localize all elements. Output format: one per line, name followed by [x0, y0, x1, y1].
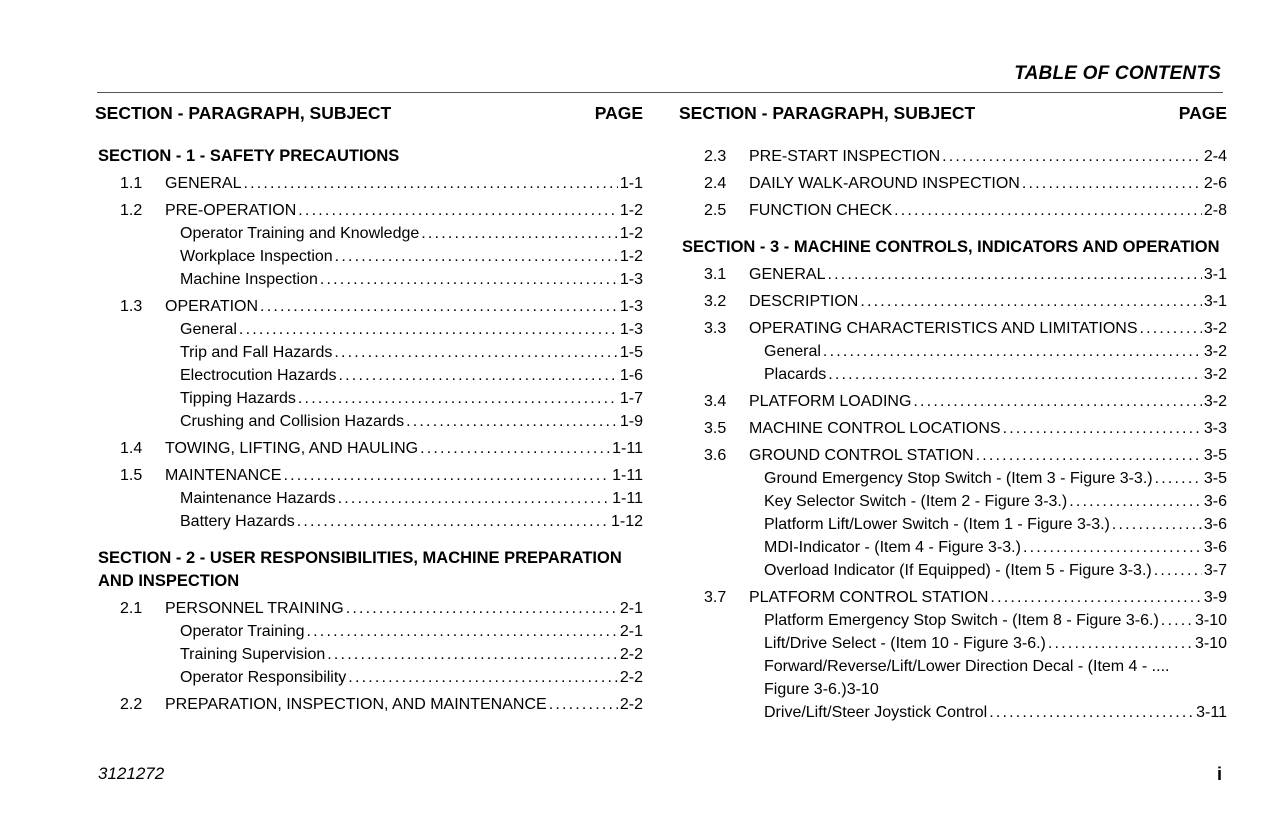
entry-title: GENERAL	[165, 175, 242, 192]
dot-leader	[320, 268, 618, 291]
dot-leader	[1048, 632, 1193, 655]
toc-subentry[interactable]	[679, 490, 1227, 513]
dot-leader	[549, 693, 618, 716]
dot-leader	[1139, 317, 1201, 340]
subentry-title: Forward/Reverse/Lift/Lower Direction Decal - (Item 4 - ....	[764, 658, 1170, 675]
entry-number: 2.5	[704, 202, 727, 219]
toc-subentry[interactable]	[679, 363, 1227, 386]
subentry-title: Platform Lift/Lower Switch - (Item 1 - Figure 3-3.)	[764, 516, 1110, 533]
toc-entry[interactable]	[679, 444, 1227, 467]
subentry-title: Trip and Fall Hazards	[180, 344, 333, 361]
subentry-page: 3-2	[1203, 366, 1227, 383]
dot-leader	[942, 145, 1202, 168]
entry-number: 2.4	[704, 175, 727, 192]
subentry-page: 3-10	[1194, 612, 1227, 629]
dot-leader	[976, 444, 1202, 467]
toc-subentry[interactable]	[95, 643, 643, 666]
toc-subentry-continued[interactable]	[679, 678, 1227, 701]
subentry-title: Overload Indicator (If Equipped) - (Item 5 - Figure 3-3.)	[764, 562, 1152, 579]
subentry-page: 2-2	[619, 646, 643, 663]
entry-title: PLATFORM LOADING	[749, 393, 912, 410]
dot-leader	[239, 318, 618, 341]
subentry-title: Drive/Lift/Steer Joystick Control	[764, 704, 988, 721]
toc-right-column	[679, 103, 1227, 724]
subentry-page: 1-9	[619, 413, 643, 430]
entry-number: 3.1	[704, 266, 727, 283]
dot-leader	[334, 341, 618, 364]
dot-leader	[260, 295, 618, 318]
subentry-title: Workplace Inspection	[180, 248, 333, 265]
toc-subentry[interactable]	[679, 701, 1227, 724]
toc-subentry[interactable]	[679, 467, 1227, 490]
entry-number: 1.4	[120, 440, 143, 457]
toc-entry[interactable]	[95, 295, 643, 318]
entry-number: 3.3	[704, 320, 727, 337]
entry-number: 3.2	[704, 293, 727, 310]
dot-leader	[283, 464, 610, 487]
header-rule	[97, 92, 1223, 93]
toc-subentry[interactable]	[95, 387, 643, 410]
toc-entry[interactable]	[679, 390, 1227, 413]
section-gap	[679, 222, 1227, 236]
subentry-title: Machine Inspection	[180, 271, 318, 288]
right-entries	[679, 145, 1227, 724]
dot-leader	[298, 387, 618, 410]
dot-leader	[346, 597, 618, 620]
dot-leader	[913, 390, 1201, 413]
toc-entry[interactable]	[679, 290, 1227, 313]
dot-leader	[335, 245, 618, 268]
entry-number: 3.4	[704, 393, 727, 410]
dot-leader	[327, 643, 618, 666]
dot-leader	[307, 620, 618, 643]
entry-number: 3.7	[704, 589, 727, 606]
toc-entry[interactable]	[95, 437, 643, 460]
left-column-heading	[95, 103, 643, 127]
toc-subentry[interactable]	[95, 410, 643, 433]
subentry-page: 1-2	[619, 248, 643, 265]
dot-leader	[421, 222, 618, 245]
dot-leader	[339, 364, 618, 387]
page-number: i	[1216, 764, 1222, 784]
subentry-page: 1-7	[619, 390, 643, 407]
entry-number: 2.3	[704, 148, 727, 165]
toc-entry[interactable]	[95, 199, 643, 222]
toc-subentry[interactable]	[95, 620, 643, 643]
dot-leader	[823, 340, 1202, 363]
entry-title: PERSONNEL TRAINING	[165, 600, 344, 617]
subentry-page: 1-5	[619, 344, 643, 361]
subentry-page: 1-6	[619, 367, 643, 384]
toc-subentry[interactable]	[95, 318, 643, 341]
subentry-title: General	[180, 321, 237, 338]
section-title: AND INSPECTION	[98, 572, 240, 590]
subentry-page: 1-12	[610, 513, 643, 530]
toc-entry[interactable]	[679, 145, 1227, 168]
toc-subentry[interactable]	[95, 666, 643, 689]
dot-leader	[1161, 609, 1193, 632]
toc-entry[interactable]	[679, 417, 1227, 440]
left-entries	[95, 145, 643, 716]
dot-leader	[1003, 417, 1202, 440]
dot-leader	[1022, 172, 1202, 195]
dot-leader	[828, 363, 1202, 386]
entry-title: MACHINE CONTROL LOCATIONS	[749, 420, 1001, 437]
subentry-title: Ground Emergency Stop Switch - (Item 3 - Figure 3-3.)	[764, 470, 1153, 487]
dot-leader	[1155, 467, 1202, 490]
entry-page: 3-1	[1203, 293, 1227, 310]
subentry-page: 2-2	[619, 669, 643, 686]
dot-leader	[1069, 490, 1202, 513]
subentry-title: Operator Training and Knowledge	[180, 225, 420, 242]
entry-number: 1.5	[120, 467, 143, 484]
subentry-title: Maintenance Hazards	[180, 490, 336, 507]
toc-subentry[interactable]	[679, 536, 1227, 559]
toc-entry[interactable]	[95, 597, 643, 620]
entry-title: OPERATING CHARACTERISTICS AND LIMITATIONS	[749, 320, 1138, 337]
subentry-page: 3-10	[1194, 635, 1227, 652]
column-heading-page: PAGE	[1178, 103, 1227, 123]
entry-page: 2-2	[619, 696, 643, 713]
toc-entry[interactable]	[679, 263, 1227, 286]
subentry-page: 3-5	[1203, 470, 1227, 487]
subentry-title: Operator Responsibility	[180, 669, 347, 686]
column-heading-subject: SECTION - PARAGRAPH, SUBJECT	[679, 103, 976, 123]
entry-title: PREPARATION, INSPECTION, AND MAINTENANCE	[165, 696, 547, 713]
document-number: 3121272	[98, 764, 165, 783]
page-header-title: TABLE OF CONTENTS	[1014, 63, 1221, 84]
subentry-page: 1-3	[619, 271, 643, 288]
subentry-title-continued: Figure 3-6.)3-10	[764, 681, 879, 698]
toc-subentry[interactable]	[95, 245, 643, 268]
entry-page: 1-11	[612, 467, 643, 484]
subentry-page: 3-6	[1203, 539, 1227, 556]
subentry-title: Battery Hazards	[180, 513, 295, 530]
entry-title: OPERATION	[165, 298, 259, 315]
subentry-page: 3-6	[1203, 493, 1227, 510]
dot-leader	[338, 487, 611, 510]
entry-page: 2-8	[1203, 202, 1227, 219]
toc-entry[interactable]	[679, 586, 1227, 609]
column-heading-page: PAGE	[594, 103, 643, 123]
toc-subentry[interactable]	[95, 222, 643, 245]
toc-subentry[interactable]	[679, 609, 1227, 632]
dot-leader	[860, 290, 1202, 313]
entry-page: 3-2	[1203, 320, 1227, 337]
entry-page: 1-1	[619, 175, 643, 192]
right-column-heading	[679, 103, 1227, 127]
toc-subentry[interactable]	[679, 559, 1227, 582]
subentry-page: 3-11	[1196, 704, 1227, 721]
section-title: SECTION - 3 - MACHINE CONTROLS, INDICATORS AND OPERATION	[682, 238, 1220, 256]
dot-leader	[990, 586, 1201, 609]
entry-number: 1.3	[120, 298, 143, 315]
subentry-title: Tipping Hazards	[180, 390, 296, 407]
entry-number: 3.5	[704, 420, 727, 437]
entry-number: 2.2	[120, 696, 143, 713]
toc-subentry[interactable]	[95, 364, 643, 387]
entry-number: 1.2	[120, 202, 143, 219]
toc-entry[interactable]	[679, 199, 1227, 222]
entry-title: GROUND CONTROL STATION	[749, 447, 974, 464]
toc-entry[interactable]	[679, 317, 1227, 340]
toc-subentry[interactable]	[95, 341, 643, 364]
section-title: SECTION - 2 - USER RESPONSIBILITIES, MACHINE PREPARATION	[98, 549, 622, 567]
toc-subentry[interactable]	[679, 513, 1227, 536]
entry-page: 1-3	[619, 298, 643, 315]
entry-page: 2-1	[619, 600, 643, 617]
dot-leader	[827, 263, 1201, 286]
subentry-title: Electrocution Hazards	[180, 367, 337, 384]
entry-page: 3-5	[1203, 447, 1227, 464]
toc-subentry[interactable]	[95, 487, 643, 510]
entry-page: 1-2	[619, 202, 643, 219]
dot-leader	[420, 437, 610, 460]
dot-leader	[1023, 536, 1202, 559]
subentry-page: 1-3	[619, 321, 643, 338]
toc-left-column	[95, 103, 643, 716]
section-title: SECTION - 1 - SAFETY PRECAUTIONS	[98, 147, 400, 165]
toc-subentry[interactable]	[95, 510, 643, 533]
toc-subentry[interactable]	[95, 268, 643, 291]
entry-title: PLATFORM CONTROL STATION	[749, 589, 989, 606]
entry-number: 1.1	[120, 175, 143, 192]
entry-title: TOWING, LIFTING, AND HAULING	[165, 440, 419, 457]
toc-subentry[interactable]	[679, 340, 1227, 363]
dot-leader	[1112, 513, 1202, 536]
subentry-page: 1-11	[612, 490, 643, 507]
subentry-title: Key Selector Switch - (Item 2 - Figure 3-3.)	[764, 493, 1068, 510]
dot-leader	[1154, 559, 1202, 582]
subentry-title: Placards	[764, 366, 827, 383]
entry-title: PRE-OPERATION	[165, 202, 297, 219]
subentry-page: 3-2	[1203, 343, 1227, 360]
entry-page: 3-2	[1203, 393, 1227, 410]
subentry-title: MDI-Indicator - (Item 4 - Figure 3-3.)	[764, 539, 1021, 556]
subentry-title: Training Supervision	[180, 646, 326, 663]
subentry-page: 3-7	[1203, 562, 1227, 579]
subentry-title: Operator Training	[180, 623, 305, 640]
toc-entry[interactable]	[95, 172, 643, 195]
subentry-title: Platform Emergency Stop Switch - (Item 8 - Figure 3-6.)	[764, 612, 1159, 629]
toc-subentry[interactable]	[679, 632, 1227, 655]
subentry-page: 3-6	[1203, 516, 1227, 533]
entry-page: 1-11	[612, 440, 643, 457]
entry-title: GENERAL	[749, 266, 826, 283]
toc-subentry[interactable]	[679, 655, 1227, 678]
dot-leader	[406, 410, 618, 433]
entry-page: 2-4	[1203, 148, 1227, 165]
dot-leader	[894, 199, 1202, 222]
entry-number: 3.6	[704, 447, 727, 464]
dot-leader	[348, 666, 618, 689]
toc-entry[interactable]	[679, 172, 1227, 195]
entry-title: DAILY WALK-AROUND INSPECTION	[749, 175, 1020, 192]
column-heading-subject: SECTION - PARAGRAPH, SUBJECT	[95, 103, 392, 123]
toc-entry[interactable]	[95, 464, 643, 487]
subentry-page: 2-1	[619, 623, 643, 640]
entry-page: 3-1	[1203, 266, 1227, 283]
subentry-page: 1-2	[619, 225, 643, 242]
entry-page: 3-3	[1203, 420, 1227, 437]
toc-entry[interactable]	[95, 693, 643, 716]
entry-title: PRE-START INSPECTION	[749, 148, 941, 165]
subentry-title: Lift/Drive Select - (Item 10 - Figure 3-6.)	[764, 635, 1046, 652]
dot-leader	[298, 199, 618, 222]
entry-title: MAINTENANCE	[165, 467, 282, 484]
entry-number: 2.1	[120, 600, 143, 617]
entry-page: 2-6	[1203, 175, 1227, 192]
entry-page: 3-9	[1203, 589, 1227, 606]
dot-leader	[297, 510, 609, 533]
dot-leader	[989, 701, 1194, 724]
entry-title: FUNCTION CHECK	[749, 202, 893, 219]
section-gap	[95, 533, 643, 547]
subentry-title: General	[764, 343, 821, 360]
subentry-title: Crushing and Collision Hazards	[180, 413, 405, 430]
entry-title: DESCRIPTION	[749, 293, 859, 310]
dot-leader	[243, 172, 617, 195]
